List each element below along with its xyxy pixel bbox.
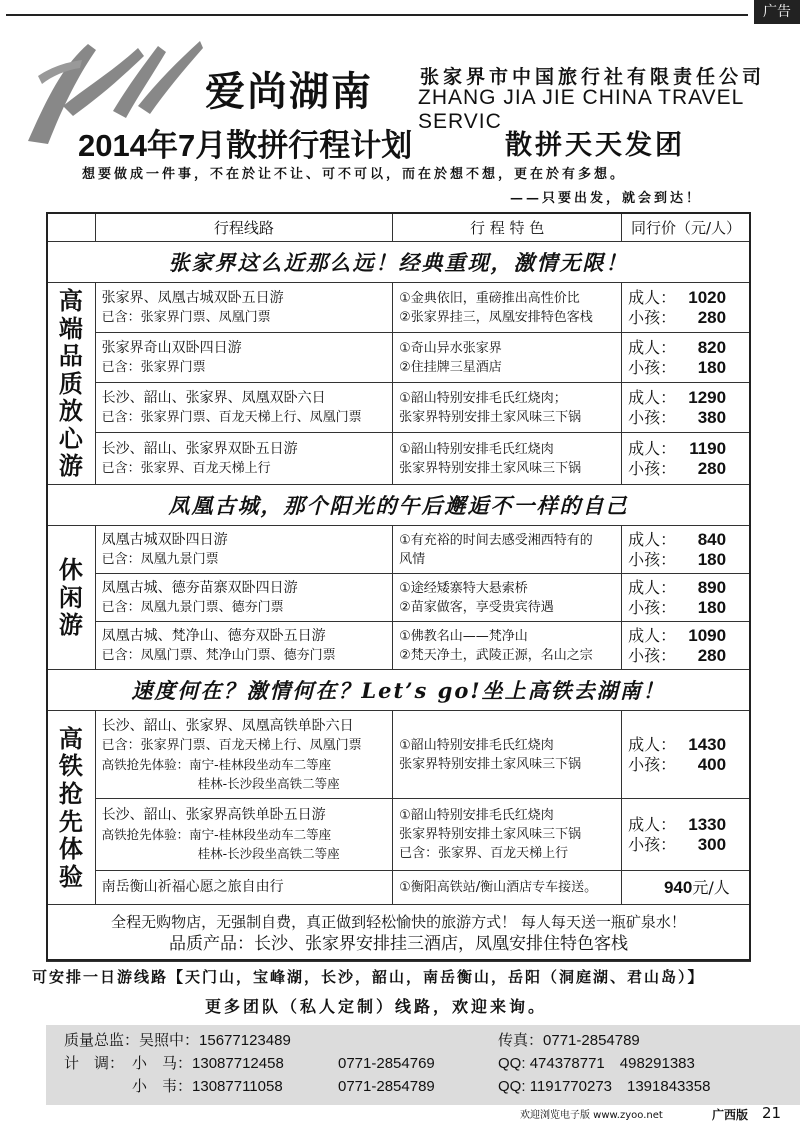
category-label: 高端品质放心游 (47, 283, 96, 485)
route-cell: 南岳衡山祈福心愿之旅自由行 (95, 871, 393, 905)
header-feature: 行 程 特 色 (393, 213, 622, 242)
custom-team-note: 更多团队（私人定制）线路，欢迎来询。 (205, 997, 548, 1016)
route-cell: 凤凰古城、德夯苗寨双卧四日游 已含：凤凰九景门票、德夯门票 (95, 574, 393, 622)
route-cell: 长沙、韶山、张家界双卧五日游 已含：张家界、百龙天梯上行 (95, 433, 393, 485)
feature-cell: ①韶山特别安排毛氏红烧肉； 张家界特别安排土家风味三下锅 (393, 383, 622, 433)
edition-label: 广西版 (712, 1108, 749, 1122)
dispatch-label: 计 调： (64, 1055, 125, 1072)
page-title: 2014年7月散拼行程计划 (78, 128, 413, 163)
section-banner: 凤凰古城，那个阳光的午后邂逅不一样的自己 (47, 485, 751, 526)
feature-cell: ①金典依旧，重磅推出高性价比 ②张家界挂三，凤凰安排特色客栈 (393, 283, 622, 333)
site-link[interactable]: 欢迎浏览电子版 www.zyoo.net (520, 1110, 663, 1121)
contact-panel (46, 1025, 800, 1105)
slogan: 散拼天天发团 (505, 130, 685, 161)
motto-sign: ——只要出发，就会到达！ (510, 191, 703, 206)
table-footer-note: 全程无购物店，无强制自费，真正做到轻松愉快的旅游方式！ 每人每天送一瓶矿泉水！ 品质产品：长沙、张家界安排挂三酒店，凤凰安排住特色客栈 (47, 905, 751, 962)
top-rule (6, 14, 748, 16)
contact-person-1: 小 马：13087712458 (132, 1055, 284, 1072)
feature-cell: ①有充裕的时间去感受湘西特有的 风情 (393, 526, 622, 574)
route-cell: 张家界奇山双卧四日游 已含：张家界门票 (95, 333, 393, 383)
company-name-cn: 张家界市中国旅行社有限责任公司 (420, 66, 766, 88)
price-cell: 成人： 1430 小孩： 400 (622, 711, 751, 799)
feature-cell: ①韶山特别安排毛氏红烧肉 张家界特别安排土家风味三下锅 (393, 433, 622, 485)
price-cell: 940元/人 (622, 871, 751, 905)
price-cell: 成人： 1090 小孩： 280 (622, 622, 751, 670)
fax-contact: 传真：0771-2854789 (498, 1032, 640, 1049)
price-cell: 成人： 1330 小孩： 300 (622, 799, 751, 871)
price-cell: 成人： 820 小孩： 180 (622, 333, 751, 383)
section-banner: 张家界这么近那么远！经典重现，激情无限！ (47, 242, 751, 283)
day-tour-note: 可安排一日游线路【天门山，宝峰湖，长沙，韶山，南岳衡山，岳阳（洞庭湖、君山岛）】 (32, 968, 705, 986)
route-cell: 长沙、韶山、张家界高铁单卧五日游 高铁抢先体验：南宁-桂林段坐动车二等座 桂林-长沙段坐高铁二等座 (95, 799, 393, 871)
header-route: 行程线路 (95, 213, 393, 242)
price-cell: 成人： 890 小孩： 180 (622, 574, 751, 622)
feature-cell: ①韶山特别安排毛氏红烧肉 张家界特别安排土家风味三下锅 已含：张家界、百龙天梯上行 (393, 799, 622, 871)
feature-cell: ①途经矮寨特大悬索桥 ②苗家做客，享受贵宾待遇 (393, 574, 622, 622)
section-banner: 速度何在？激情何在？Let’s go!坐上高铁去湖南！ (47, 670, 751, 711)
route-cell: 长沙、韶山、张家界、凤凰双卧六日 已含：张家界门票、百龙天梯上行、凤凰门票 (95, 383, 393, 433)
quality-contact: 质量总监：吴照中：15677123489 (64, 1032, 291, 1049)
route-cell: 凤凰古城、梵净山、德夯双卧五日游 已含：凤凰门票、梵净山门票、德夯门票 (95, 622, 393, 670)
contact-tel-1: 0771-2854769 (338, 1055, 435, 1072)
page-number: 21 (762, 1104, 782, 1122)
route-cell: 长沙、韶山、张家界、凤凰高铁单卧六日 已含：张家界门票、百龙天梯上行、凤凰门票 高铁抢先体验：南宁-桂林段坐动车二等座 桂林-长沙段坐高铁二等座 (95, 711, 393, 799)
table-frame (46, 212, 751, 961)
ad-tag: 广告 (754, 0, 800, 24)
contact-tel-2: 0771-2854789 (338, 1078, 435, 1095)
price-cell: 成人： 1190 小孩： 280 (622, 433, 751, 485)
contact-qq-1: QQ: 474378771 498291383 (498, 1055, 695, 1072)
contact-qq-2: QQ: 1191770273 1391843358 (498, 1078, 711, 1095)
feature-cell: ①衡阳高铁站/衡山酒店专车接送。 (393, 871, 622, 905)
feature-cell: ①奇山异水张家界 ②住挂牌三星酒店 (393, 333, 622, 383)
feature-cell: ①韶山特别安排毛氏红烧肉 张家界特别安排土家风味三下锅 (393, 711, 622, 799)
feature-cell: ①佛教名山——梵净山 ②梵天净土，武陵正源，名山之宗 (393, 622, 622, 670)
price-cell: 成人： 1290 小孩： 380 (622, 383, 751, 433)
route-cell: 张家界、凤凰古城双卧五日游 已含：张家界门票、凤凰门票 (95, 283, 393, 333)
category-label: 休闲游 (47, 526, 96, 670)
price-cell: 成人： 1020 小孩： 280 (622, 283, 751, 333)
contact-person-2: 小 韦：13087711058 (132, 1078, 283, 1095)
header-price: 同行价（元/人） (622, 213, 751, 242)
company-name-en: ZHANG JIA JIE CHINA TRAVEL SERVIC (418, 86, 744, 133)
price-cell: 成人： 840 小孩： 180 (622, 526, 751, 574)
route-cell: 凤凰古城双卧四日游 已含：凤凰九景门票 (95, 526, 393, 574)
motto: 想要做成一件事，不在於让不让、可不可以，而在於想不想，更在於有多想。 (82, 167, 627, 182)
category-label: 高铁抢先体验 (47, 711, 96, 905)
brand-logo: 爱尚湖南 (205, 68, 373, 115)
